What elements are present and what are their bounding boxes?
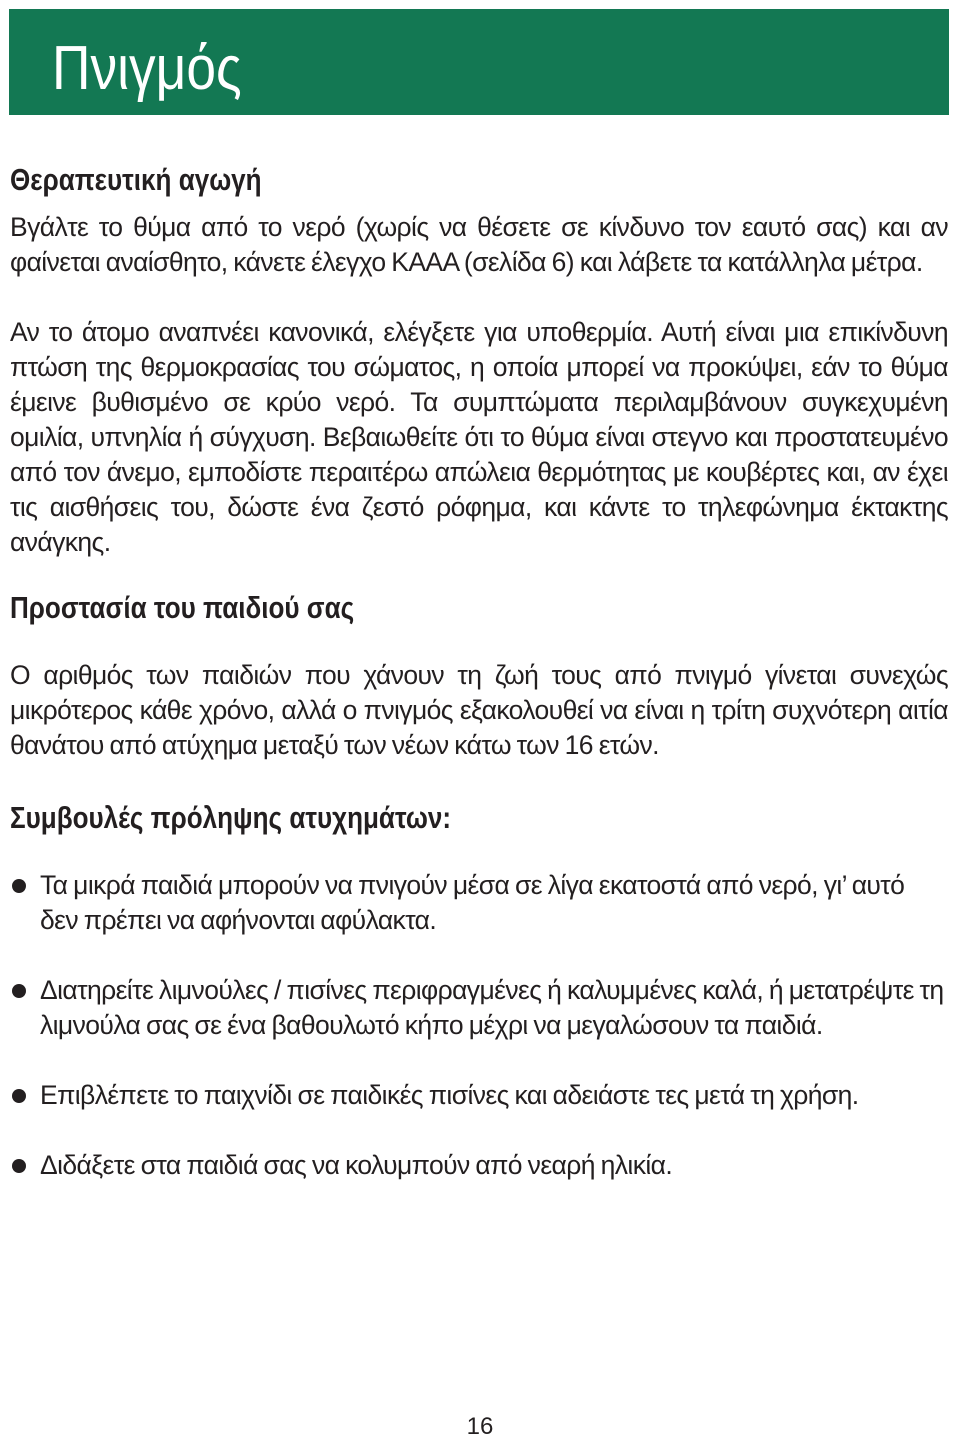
bullet-icon [12, 984, 26, 998]
list-item [10, 973, 948, 1043]
page-title: Πνιγμός [52, 34, 242, 103]
list-item-text: Διατηρείτε λιμνούλες / πισίνες περιφραγμένες ή καλυμμένες καλά, ή μετατρέψτε τη λιμνούλα σας σε ένα βαθουλωτό κήπο μέχρι να μεγαλώσουν τα παιδιά. [40, 975, 944, 1040]
list-item-text: Διδάξετε στα παιδιά σας να κολυμπούν από νεαρή ηλικία. [40, 1150, 673, 1180]
hypothermia-paragraph: Αν το άτομο αναπνέει κανονικά, ελέγξετε για υποθερμία. Αυτή είναι μια επικίνδυνη πτώση της θερμοκρασίας του σώματος, η οποία μπορεί να προκύψει, εάν το θύμα έμεινε βυθισμένο σε κρύο νερό. Τα συμπτώματα περιλαμβάνουν συγκεχυμένη ομιλία, υπνηλία ή σύγχυση. Βεβαιωθείτε ότι το θύμα είναι στεγνο και προστατευμένο από τον άνεμο, εμποδίστε περαιτέρω απώλεια θερμότητας με κουβέρτες και, αν έχει τις αισθήσεις του, δώστε ένα ζεστό ρόφημα, και κάντε το τηλεφώνημα έκτακτης ανάγκης. [10, 317, 948, 557]
list-item-text: Τα μικρά παιδιά μπορούν να πνιγούν μέσα σε λίγα εκατοστά από νερό, γι’ αυτό δεν πρέπει να αφήνονται αφύλακτα. [40, 870, 905, 935]
tips-list [10, 868, 948, 1183]
bullet-icon [12, 879, 26, 893]
list-item [10, 868, 948, 938]
page-content [10, 160, 948, 1218]
bullet-icon [12, 1089, 26, 1103]
protection-paragraph: Ο αριθμός των παιδιών που χάνουν τη ζωή τους από πνιγμό γίνεται συνεχώς μικρότερος κάθε χρόνο, αλλά ο πνιγμός εξακολουθεί να είναι η τρίτη συχνότερη αιτία θανάτου από ατύχημα μεταξύ των νέων κάτω των 16 ετών. [10, 660, 948, 760]
treatment-heading: Θεραπευτική αγωγή [10, 162, 262, 197]
tips-heading: Συμβουλές πρόληψης ατυχημάτων: [10, 800, 451, 835]
page-number: 16 [466, 1413, 494, 1440]
list-item-text: Επιβλέπετε το παιχνίδι σε παιδικές πισίνες και αδειάστε τες μετά τη χρήση. [40, 1080, 859, 1110]
header-band [9, 9, 949, 115]
protection-heading: Προστασία του παιδιού σας [10, 590, 355, 625]
treatment-paragraph: Βγάλτε το θύμα από το νερό (χωρίς να θέσετε σε κίνδυνο τον εαυτό σας) και αν φαίνεται αναίσθητο, κάνετε έλεγχο ΚΑΑΑ (σελίδα 6) και λάβετε τα κατάλληλα μέτρα. [10, 212, 948, 277]
bullet-icon [12, 1159, 26, 1173]
list-item [10, 1148, 948, 1183]
list-item [10, 1078, 948, 1113]
